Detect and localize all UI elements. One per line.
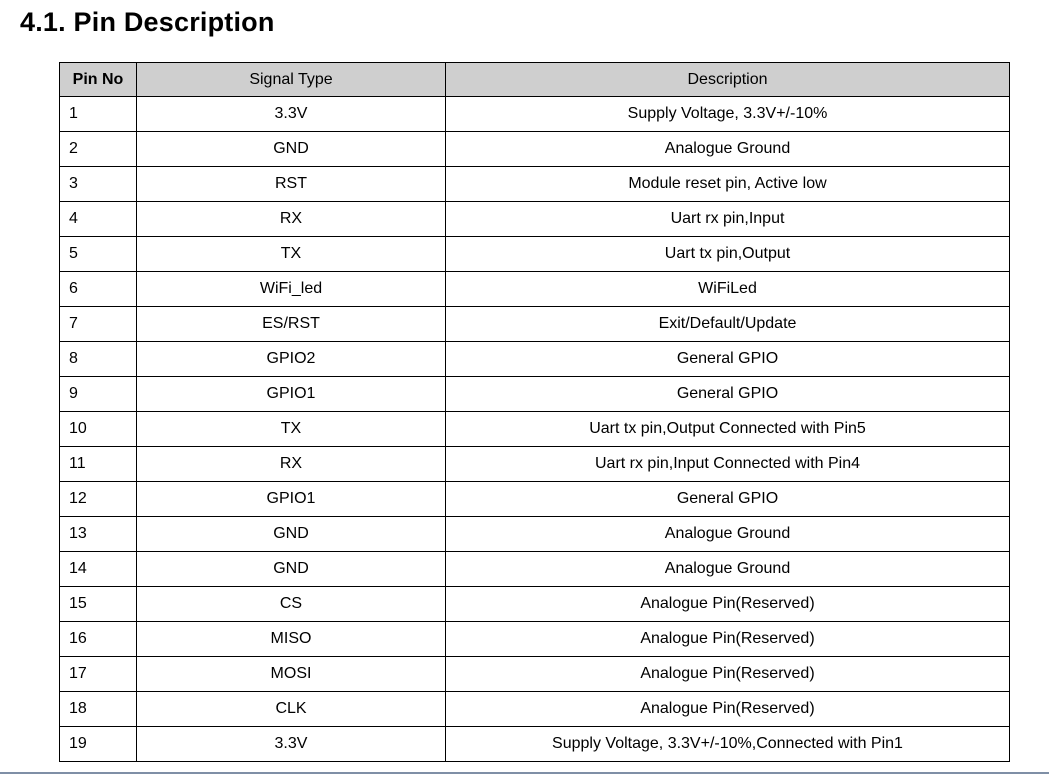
table-row xyxy=(60,132,1010,167)
table-body xyxy=(60,97,1010,762)
description-cell: General GPIO xyxy=(446,377,1010,412)
pin-number-cell: 19 xyxy=(60,727,137,762)
signal-type-cell: GND xyxy=(137,132,446,167)
table-row xyxy=(60,412,1010,447)
pin-number-cell: 14 xyxy=(60,552,137,587)
description-cell: Analogue Pin(Reserved) xyxy=(446,657,1010,692)
pin-number-cell: 2 xyxy=(60,132,137,167)
table-header-row xyxy=(60,63,1010,97)
pin-number-cell: 16 xyxy=(60,622,137,657)
table-row xyxy=(60,237,1010,272)
signal-type-cell: MOSI xyxy=(137,657,446,692)
signal-type-cell: GND xyxy=(137,517,446,552)
signal-type-cell: CS xyxy=(137,587,446,622)
table-row xyxy=(60,587,1010,622)
pin-number-cell: 1 xyxy=(60,97,137,132)
signal-type-cell: CLK xyxy=(137,692,446,727)
page-divider xyxy=(0,772,1049,774)
pin-description-table xyxy=(59,62,1010,762)
signal-type-cell: 3.3V xyxy=(137,97,446,132)
signal-type-cell: GPIO1 xyxy=(137,377,446,412)
pin-number-cell: 18 xyxy=(60,692,137,727)
header-pin-no: Pin No xyxy=(60,63,137,97)
table-row xyxy=(60,727,1010,762)
description-cell: Analogue Ground xyxy=(446,517,1010,552)
pin-number-cell: 17 xyxy=(60,657,137,692)
header-description: Description xyxy=(446,63,1010,97)
signal-type-cell: GND xyxy=(137,552,446,587)
table-row xyxy=(60,447,1010,482)
pin-number-cell: 3 xyxy=(60,167,137,202)
description-cell: Supply Voltage, 3.3V+/-10%,Connected with Pin1 xyxy=(446,727,1010,762)
signal-type-cell: GPIO2 xyxy=(137,342,446,377)
table-row xyxy=(60,97,1010,132)
signal-type-cell: WiFi_led xyxy=(137,272,446,307)
table-row xyxy=(60,272,1010,307)
description-cell: WiFiLed xyxy=(446,272,1010,307)
table-row xyxy=(60,552,1010,587)
table-row xyxy=(60,202,1010,237)
table-row xyxy=(60,622,1010,657)
signal-type-cell: RX xyxy=(137,202,446,237)
pin-number-cell: 9 xyxy=(60,377,137,412)
description-cell: Analogue Pin(Reserved) xyxy=(446,587,1010,622)
description-cell: Uart rx pin,Input xyxy=(446,202,1010,237)
signal-type-cell: MISO xyxy=(137,622,446,657)
table-row xyxy=(60,307,1010,342)
description-cell: Analogue Pin(Reserved) xyxy=(446,622,1010,657)
signal-type-cell: TX xyxy=(137,237,446,272)
signal-type-cell: 3.3V xyxy=(137,727,446,762)
pin-number-cell: 15 xyxy=(60,587,137,622)
signal-type-cell: GPIO1 xyxy=(137,482,446,517)
section-title: 4.1. Pin Description xyxy=(20,7,275,37)
description-cell: Analogue Ground xyxy=(446,552,1010,587)
pin-number-cell: 13 xyxy=(60,517,137,552)
signal-type-cell: RST xyxy=(137,167,446,202)
description-cell: Supply Voltage, 3.3V+/-10% xyxy=(446,97,1010,132)
table-row xyxy=(60,342,1010,377)
pin-number-cell: 12 xyxy=(60,482,137,517)
pin-number-cell: 11 xyxy=(60,447,137,482)
description-cell: Analogue Ground xyxy=(446,132,1010,167)
signal-type-cell: RX xyxy=(137,447,446,482)
description-cell: Uart tx pin,Output Connected with Pin5 xyxy=(446,412,1010,447)
description-cell: Analogue Pin(Reserved) xyxy=(446,692,1010,727)
header-signal-type: Signal Type xyxy=(137,63,446,97)
table-row xyxy=(60,482,1010,517)
table-row xyxy=(60,377,1010,412)
pin-number-cell: 6 xyxy=(60,272,137,307)
pin-number-cell: 4 xyxy=(60,202,137,237)
table-row xyxy=(60,657,1010,692)
signal-type-cell: TX xyxy=(137,412,446,447)
table-row xyxy=(60,167,1010,202)
description-cell: General GPIO xyxy=(446,342,1010,377)
pin-number-cell: 10 xyxy=(60,412,137,447)
description-cell: Exit/Default/Update xyxy=(446,307,1010,342)
pin-number-cell: 7 xyxy=(60,307,137,342)
table-row xyxy=(60,517,1010,552)
description-cell: Uart tx pin,Output xyxy=(446,237,1010,272)
signal-type-cell: ES/RST xyxy=(137,307,446,342)
pin-number-cell: 5 xyxy=(60,237,137,272)
pin-number-cell: 8 xyxy=(60,342,137,377)
description-cell: Uart rx pin,Input Connected with Pin4 xyxy=(446,447,1010,482)
description-cell: General GPIO xyxy=(446,482,1010,517)
table-row xyxy=(60,692,1010,727)
description-cell: Module reset pin, Active low xyxy=(446,167,1010,202)
